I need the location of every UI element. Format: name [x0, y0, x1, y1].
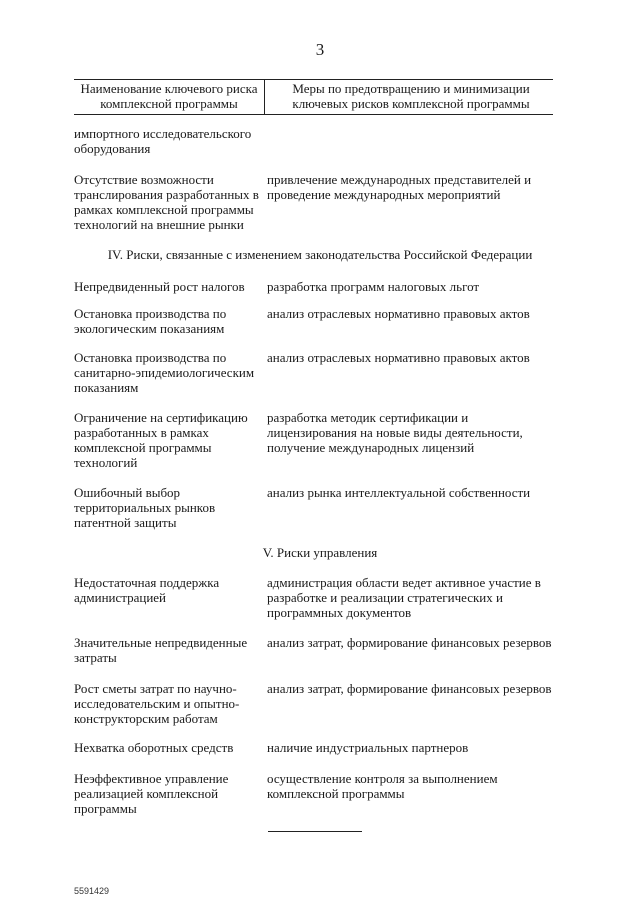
measure-cell: анализ рынка интеллектуальной собственности — [267, 485, 531, 500]
risk-cell: импортного исследовательского оборудования — [74, 126, 252, 156]
risk-cell: Остановка производства по экологическим показаниям — [74, 306, 227, 336]
page-number: 3 — [315, 40, 325, 59]
risk-cell: Недостаточная поддержка администрацией — [74, 575, 220, 605]
measure-cell: осуществление контроля за выполнением комплексной программы — [267, 771, 498, 801]
risk-cell: Нехватка оборотных средств — [74, 740, 234, 755]
risk-cell: Значительные непредвиденные затраты — [74, 635, 248, 665]
end-of-table-rule — [268, 831, 362, 832]
measure-cell: администрация области ведет активное участие в разработке и реализации стратегических и программных документов — [267, 575, 541, 620]
measure-cell: разработка методик сертификации и лицензирования на новые виды деятельности, получение международных лицензий — [267, 410, 523, 455]
measure-cell: анализ отраслевых нормативно правовых актов — [267, 306, 530, 321]
measure-cell: разработка программ налоговых льгот — [267, 279, 480, 294]
measure-cell: анализ затрат, формирование финансовых резервов — [267, 635, 552, 650]
table-header-top-rule — [74, 79, 553, 80]
section-title-v: V. Риски управления — [262, 545, 378, 560]
measure-cell: анализ отраслевых нормативно правовых актов — [267, 350, 530, 365]
risk-cell: Ограничение на сертификацию разработанных в рамках комплексной программы технологий — [74, 410, 248, 470]
column-header-measures: Меры по предотвращению и минимизации ключевых рисков комплексной программы — [292, 81, 530, 111]
document-code: 5591429 — [74, 886, 110, 896]
measure-cell: анализ затрат, формирование финансовых резервов — [267, 681, 552, 696]
risk-cell: Рост сметы затрат по научно- исследовательским и опытно- конструкторским работам — [74, 681, 240, 726]
risk-cell: Неэффективное управление реализацией комплексной программы — [74, 771, 229, 816]
measure-cell: привлечение международных представителей и проведение международных мероприятий — [267, 172, 532, 202]
column-header-risk: Наименование ключевого риска комплексной программы — [80, 81, 258, 111]
section-title-iv: IV. Риски, связанные с изменением законодательства Российской Федерации — [107, 247, 533, 262]
measure-cell: наличие индустриальных партнеров — [267, 740, 469, 755]
table-header-bottom-rule — [74, 114, 553, 115]
risk-cell: Ошибочный выбор территориальных рынков патентной защиты — [74, 485, 216, 530]
risk-cell: Остановка производства по санитарно-эпидемиологическим показаниям — [74, 350, 255, 395]
risk-cell: Непредвиденный рост налогов — [74, 279, 245, 294]
table-header-divider — [264, 79, 265, 115]
risk-cell: Отсутствие возможности транслирования разработанных в рамках комплексной программы технологий на внешние рынки — [74, 172, 259, 232]
